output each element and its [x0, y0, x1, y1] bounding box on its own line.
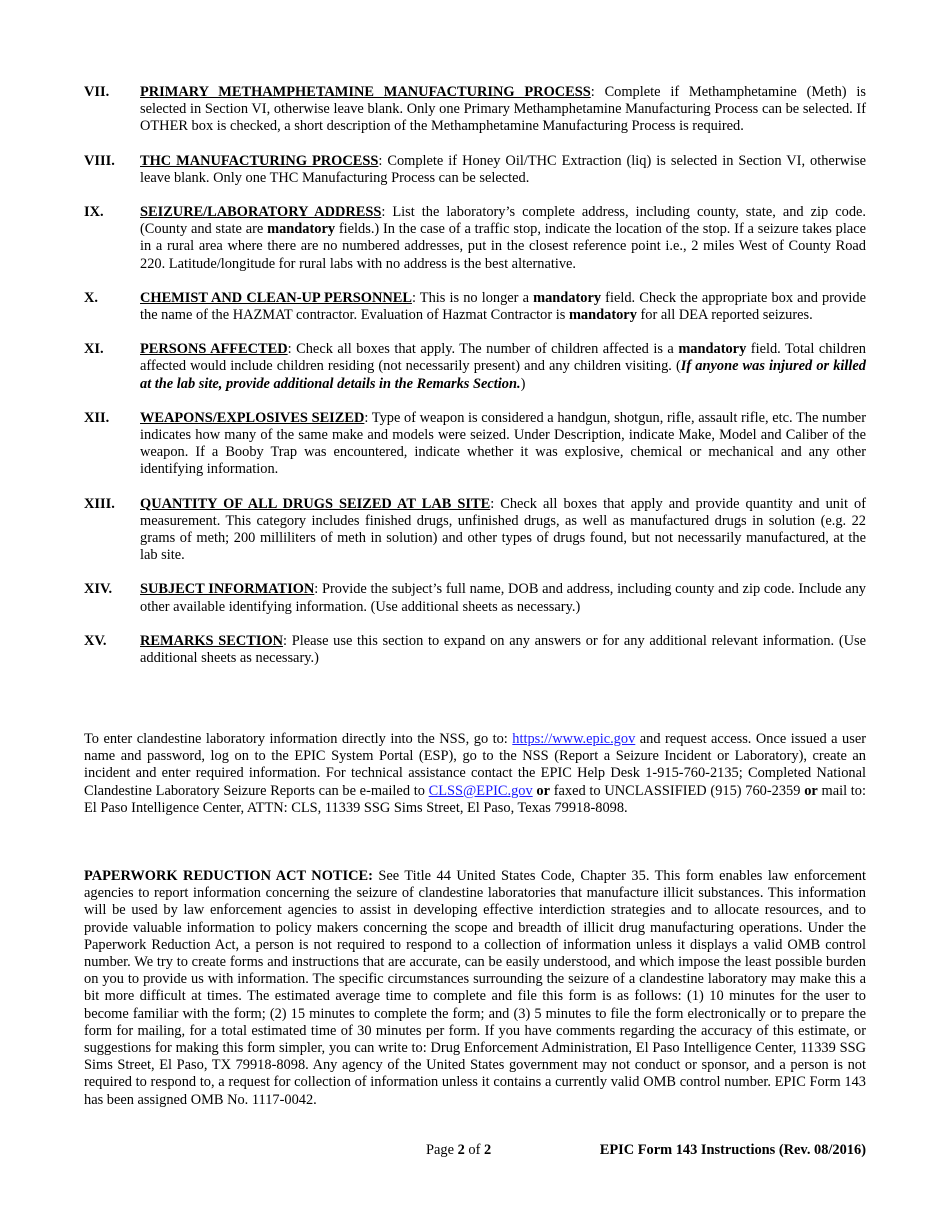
body-text: ) [520, 375, 526, 392]
body-text: : This is no longer a [411, 289, 534, 306]
section-item [84, 290, 866, 324]
bold-text: or [804, 782, 818, 799]
body-text: : List the laboratory’s complete address, including county, state, and zip code. (County and state are [140, 204, 866, 238]
section-heading: QUANTITY OF ALL DRUGS SEIZED AT LAB SITE [140, 495, 491, 512]
form-name: EPIC Form 143 Instructions (Rev. 08/2016) [599, 1142, 866, 1158]
section-number: XIV. [84, 581, 113, 598]
section-item [84, 410, 866, 479]
section-heading: REMARKS SECTION [140, 632, 284, 649]
section-heading: SUBJECT INFORMATION [140, 581, 315, 598]
body-text: : Complete if Methamphetamine (Meth) is selected in Section VI, otherwise leave blank. Only one Primary Methamphetamine Manufacturing Process can be selected. If OTHER box is checked, a short description of the Methamphetamine Manufacturing Process is required. [140, 84, 866, 135]
body-text: : Provide the subject’s full name, DOB and address, including county and zip code. Include any other available identifying information. (Use additional sheets as necessary.) [140, 581, 866, 615]
body-text: : Please use this section to expand on any answers or for any additional relevant information. (Use additional sheets as necessary.) [140, 632, 866, 667]
section-number: IX. [84, 204, 104, 221]
section-number: VIII. [84, 152, 115, 169]
section-item [84, 341, 866, 393]
nss-access-paragraph [84, 731, 866, 817]
section-body [140, 581, 866, 615]
bold-text: mandatory [533, 289, 602, 306]
body-text: : Check all boxes that apply and provide quantity and unit of measurement. This category includes finished drugs, unfinished drugs, as well as manufactured drugs in solution (e.g. 22 grams of meth; 200 milliliters of meth in solution) and other types of drugs found, but not necessarily manufactured, at the lab site. [140, 495, 866, 564]
section-number: X. [84, 289, 98, 306]
bold-text: mandatory [267, 221, 336, 238]
section-number: XII. [84, 409, 110, 426]
bold-text: mandatory [568, 307, 637, 324]
body-text: for all DEA reported seizures. [636, 307, 813, 324]
hyperlink[interactable]: https://www.epic.gov [512, 731, 636, 747]
section-body [140, 410, 866, 479]
section-item [84, 153, 866, 187]
section-heading: THC MANUFACTURING PROCESS [140, 152, 379, 169]
section-item [84, 581, 866, 615]
paperwork-reduction-notice [84, 868, 866, 1109]
body-text: field. Check the appropriate box and provide the name of the HAZMAT contractor. Evaluation of Hazmat Contractor is [140, 289, 867, 324]
section-item [84, 84, 866, 136]
body-text: : Type of weapon is considered a handgun, shotgun, rifle, assault rifle, etc. The number indicates how many of the same make and models were seized. Under Description, indicate Make, Model and Caliber of the weapon. If a Booby Trap was encountered, indicate whether it was explosive, chemical or mechanical and any other identifying information. [140, 409, 866, 478]
body-text: To enter clandestine laboratory information directly into the NSS, go to: [84, 731, 513, 747]
bold-text: PAPERWORK REDUCTION ACT NOTICE: [84, 868, 373, 884]
body-text: faxed to UNCLASSIFIED (915) 760-2359 [550, 782, 805, 799]
section-body [140, 633, 866, 667]
body-text: : Complete if Honey Oil/THC Extraction (liq) is selected in Section VI, otherwise leave blank. Only one THC Manufacturing Process can be selected. [140, 152, 866, 186]
body-text: See Title 44 United States Code, Chapter 35. This form enables law enforcement agencies to report information concerning the seizure of clandestine laboratories that manufacture illicit substances. This information will be used by law enforcement agencies to assist in developing effective interdiction strategies and to allocate resources, and to provide valuable information to policy makers concerning the scope and breadth of illicit drug manufacturing operations. Under the Paperwork Reduction Act, a person is not required to respond to a collection of information unless it displays a valid OMB control number. We try to create forms and instructions that are accurate, can be easily understood, and which impose the least possible burden on you to provide us with information. The specific circumstances surrounding the seizure of a clandestine laboratory may make this a bit more difficult at times. The estimated average time to complete and file this form is as follows: (1) 10 minutes for the user to become familiar with the form; (2) 15 minutes to complete the form; and (3) 5 minutes to file the form electronically or to prepare the form for mailing, for a total estimated time of 30 minutes per form. If you have comments regarding the accuracy of this estimate, or suggestions for making this form simpler, you can write to: Drug Enforcement Administration, El Paso Intelligence Center, 11339 SSG Sims Street, El Paso, TX 79918-8098. Any agency of the United States government may not conduct or sponsor, and a person is not required to respond to, a request for collection of information unless it contains a currently valid OMB control number. EPIC Form 143 has been assigned OMB No. 1117-0042. [84, 868, 866, 1108]
section-number: XI. [84, 341, 104, 358]
page-number: Page 2 of 2 [426, 1142, 492, 1158]
section-item [84, 204, 866, 273]
bold-text: or [536, 782, 551, 799]
section-body [140, 204, 866, 273]
body-text: and request access. Once issued a user name and password, log on to the EPIC System Portal (ESP), go to the NSS (Report a Seizure Incident or Laboratory), create an incident and enter required information. For technical assistance contact the EPIC Help Desk 1-915-760-2135; Completed National Clandestine Laboratory Seizure Reports can be e-mailed to [84, 731, 866, 799]
section-heading: CHEMIST AND CLEAN-UP PERSONNEL [140, 289, 412, 306]
body-text: mail to: El Paso Intelligence Center, ATTN: CLS, 11339 SSG Sims Street, El Paso, Texas 79918-8098. [84, 782, 866, 816]
bold-text: mandatory [678, 341, 747, 358]
instruction-sections [84, 84, 866, 684]
section-body [140, 341, 866, 393]
section-heading: PERSONS AFFECTED [140, 341, 288, 358]
body-text: fields.) In the case of a traffic stop, indicate the location of the stop. If a seizure takes place in a rural area where there are no numbered addresses, put in the closest reference point i.e., 2 miles West of County Road 220. Latitude/longitude for rural labs with no address is the best alternative. [140, 221, 866, 272]
section-body [140, 496, 866, 565]
section-number: XIII. [84, 495, 115, 512]
section-heading: WEAPONS/EXPLOSIVES SEIZED [140, 409, 365, 426]
body-text: field. Total children affected would include children residing (not necessarily present) and any children visiting. ( [140, 341, 866, 375]
section-heading: SEIZURE/LABORATORY ADDRESS [140, 204, 382, 221]
section-body [140, 84, 866, 136]
bold-italic-text: If anyone was injured or killed at the lab site, provide additional details in the Remarks Section. [140, 358, 866, 392]
section-item [84, 496, 866, 565]
section-body [140, 153, 866, 187]
body-text: : Check all boxes that apply. The number of children affected is a [287, 341, 679, 358]
page-footer [84, 1142, 866, 1160]
section-heading: PRIMARY METHAMPHETAMINE MANUFACTURING PROCESS [140, 84, 591, 100]
section-body [140, 290, 866, 324]
hyperlink[interactable]: CLSS@EPIC.gov [428, 782, 533, 799]
section-number: VII. [84, 84, 110, 100]
section-number: XV. [84, 632, 107, 649]
section-item [84, 633, 866, 667]
